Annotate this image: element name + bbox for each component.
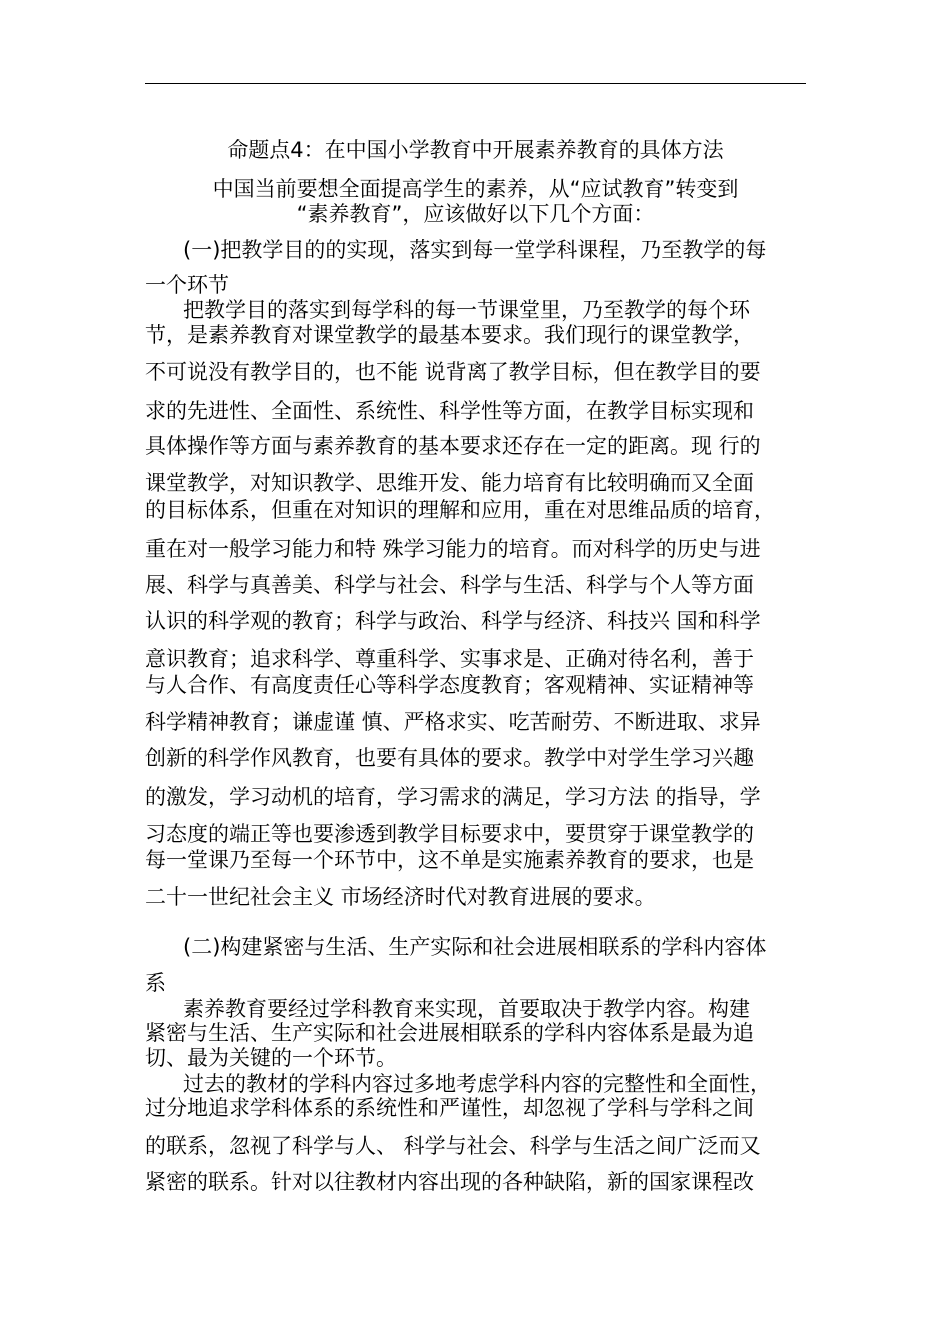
paragraph-line: 过分地追求学科体系的系统性和严谨性，却忽视了学科与学科之间 bbox=[145, 1096, 754, 1120]
paragraph-line: 与人合作、有高度责任心等科学态度教育；客观精神、实证精神等 bbox=[145, 673, 754, 697]
paragraph-line: 每一堂课乃至每一个环节中，这不单是实施素养教育的要求，也是 bbox=[145, 848, 754, 872]
section-heading: 一个环节 bbox=[145, 273, 229, 297]
paragraph-line: 的激发，学习动机的培育，学习需求的满足，学习方法 的指导，学 bbox=[145, 785, 761, 809]
paragraph-line: 二十一世纪社会主义 市场经济时代对教育进展的要求。 bbox=[145, 885, 656, 909]
paragraph-line: 节，是素养教育对课堂教学的最基本要求。我们现行的课堂教学， bbox=[145, 323, 754, 347]
paragraph-line: 创新的科学作风教育，也要有具体的要求。教学中对学生学习兴趣 bbox=[145, 746, 754, 770]
paragraph-line: 求的先进性、全面性、系统性、科学性等方面，在教学目标实现和 bbox=[145, 399, 754, 423]
paragraph-line: 认识的科学观的教育；科学与政治、科学与经济、科技兴 国和科学 bbox=[145, 609, 761, 633]
document-title: 命题点4：在中国小学教育中开展素养教育的具体方法 bbox=[227, 138, 724, 162]
paragraph-line: 具体操作等方面与素养教育的基本要求还存在一定的距离。现 行的 bbox=[145, 434, 761, 458]
intro-line: “素养教育”，应该做好以下几个方面： bbox=[296, 202, 655, 226]
paragraph-line: 课堂教学，对知识教学、思维开发、能力培育有比较明确而又全面 bbox=[145, 471, 754, 495]
paragraph-line: 切、最为关键的一个环节。 bbox=[145, 1046, 397, 1070]
paragraph-line: 意识教育；追求科学、尊重科学、实事求是、正确对待名利，善于 bbox=[145, 647, 754, 671]
paragraph-line: 紧密与生活、生产实际和社会进展相联系的学科内容体系是最为追 bbox=[145, 1021, 754, 1045]
paragraph-line: 不可说没有教学目的，也不能 说背离了教学目标，但在教学目的要 bbox=[145, 360, 761, 384]
paragraph-line: 把教学目的落实到每学科的每一节课堂里，乃至教学的每个环 bbox=[183, 298, 750, 322]
paragraph-line: 习态度的端正等也要渗透到教学目标要求中，要贯穿于课堂教学的 bbox=[145, 822, 754, 846]
paragraph-line: 的目标体系，但重在对知识的理解和应用，重在对思维品质的培育， bbox=[145, 498, 775, 522]
paragraph-line: 的联系，忽视了科学与人、 科学与社会、科学与生活之间广泛而又 bbox=[145, 1134, 761, 1158]
section-heading: (二)构建紧密与生活、生产实际和社会进展相联系的学科内容体 bbox=[183, 935, 767, 959]
paragraph-line: 展、科学与真善美、科学与社会、科学与生活、科学与个人等方面 bbox=[145, 573, 754, 597]
header-rule bbox=[145, 83, 806, 84]
section-heading: 系 bbox=[145, 971, 166, 995]
paragraph-line: 科学精神教育；谦虚谨 慎、严格求实、吃苦耐劳、不断进取、求异 bbox=[145, 710, 761, 734]
section-heading: (一)把教学目的的实现，落实到每一堂学科课程，乃至教学的每 bbox=[183, 238, 767, 262]
paragraph-line: 素养教育要经过学科教育来实现，首要取决于教学内容。构建 bbox=[183, 997, 750, 1021]
intro-line: 中国当前要想全面提高学生的素养，从“应试教育”转变到 bbox=[212, 177, 739, 201]
paragraph-line: 重在对一般学习能力和特 殊学习能力的培育。而对科学的历史与进 bbox=[145, 537, 761, 561]
paragraph-line: 紧密的联系。针对以往教材内容出现的各种缺陷，新的国家课程改 bbox=[145, 1170, 754, 1194]
paragraph-line: 过去的教材的学科内容过多地考虑学科内容的完整性和全面性， bbox=[183, 1072, 771, 1096]
